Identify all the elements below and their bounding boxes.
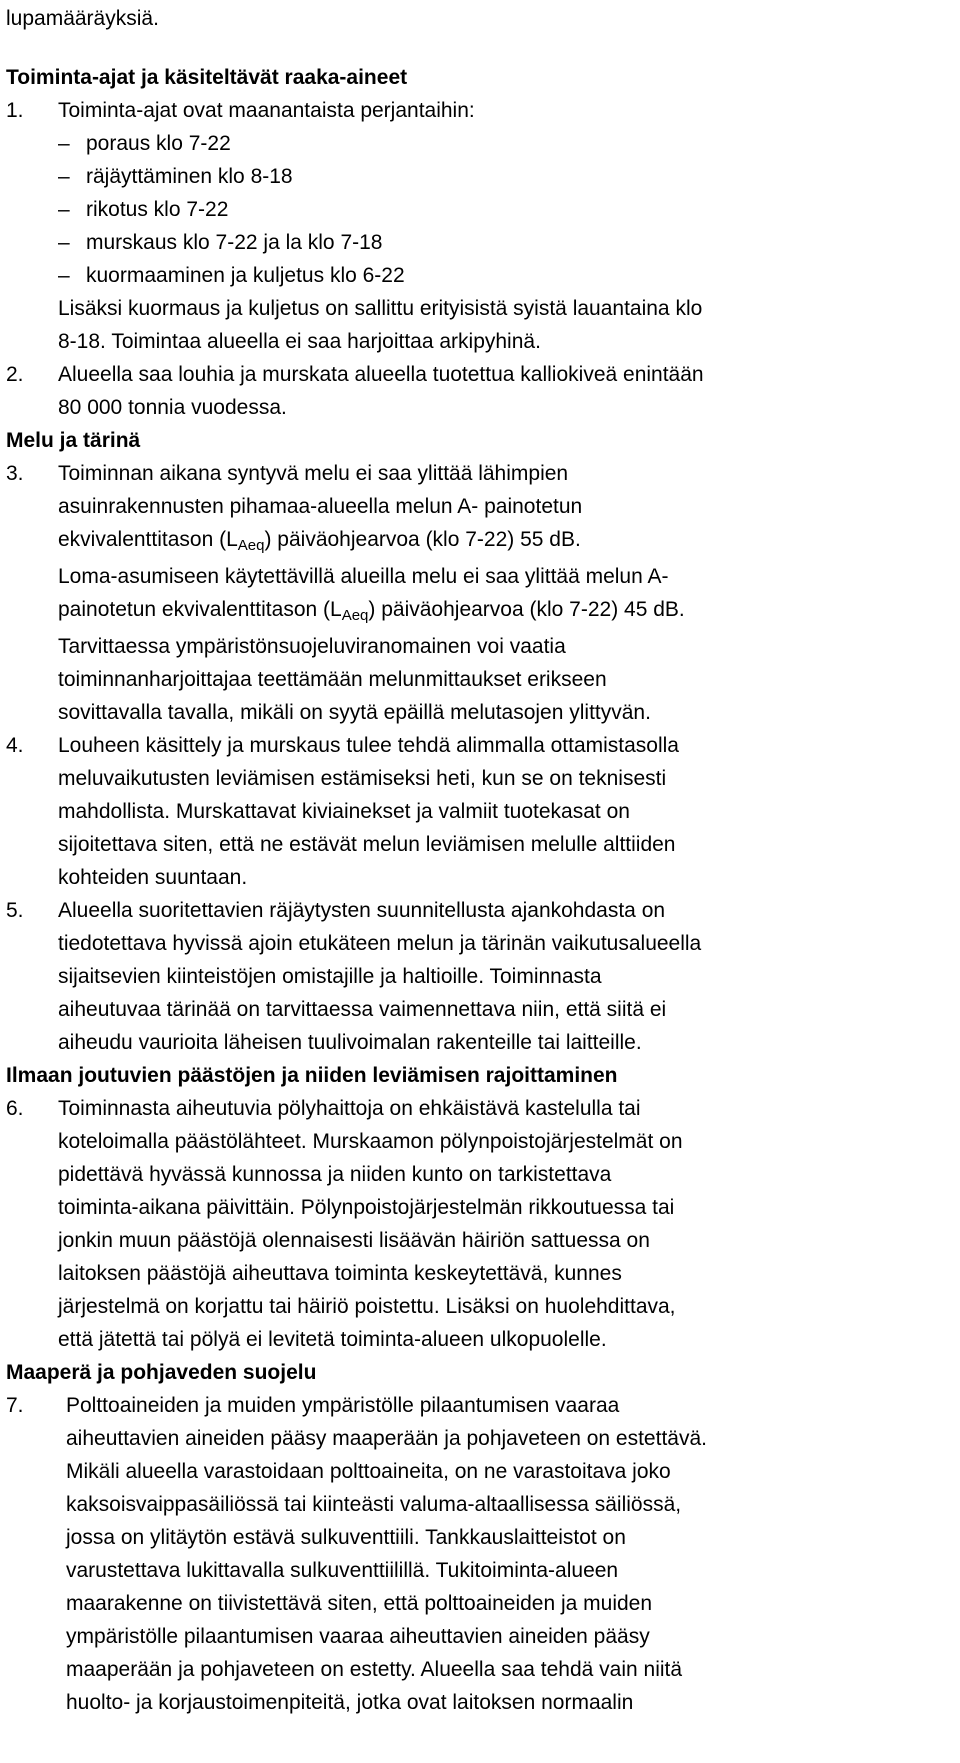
- paragraph-line: pidettävä hyvässä kunnossa ja niiden kunto on tarkistettava: [58, 1163, 612, 1186]
- list-item-7: [6, 1389, 956, 1719]
- paragraph-line: järjestelmä on korjattu tai häiriö poistettu. Lisäksi on huolehdittava,: [58, 1295, 676, 1318]
- paragraph-line: Toiminnasta aiheutuvia pölyhaittoja on ehkäistävä kastelulla tai: [58, 1097, 641, 1120]
- list-item-3: [6, 457, 956, 729]
- paragraph-line: sijaitsevien kiinteistöjen omistajille ja haltioille. Toiminnasta: [58, 965, 602, 988]
- paragraph-line: ympäristölle pilaantumisen vaaraa aiheuttavien aineiden pääsy: [66, 1625, 650, 1648]
- paragraph-line: maarakenne on tiivistettävä siten, että polttoaineiden ja muiden: [66, 1592, 653, 1615]
- paragraph-line: Tarvittaessa ympäristönsuojeluviranomainen voi vaatia: [58, 635, 566, 658]
- list-item-5: [6, 894, 956, 1059]
- paragraph-line: maaperään ja pohjaveteen on estetty. Alueella saa tehdä vain niitä: [66, 1658, 683, 1681]
- item-number: 7.: [6, 1394, 24, 1417]
- top-line: lupamääräyksiä.: [6, 7, 159, 30]
- dash-icon: –: [58, 132, 70, 155]
- item-number: 6.: [6, 1097, 24, 1120]
- paragraph-line: sijoitettava siten, että ne estävät melun leviämisen melulle alttiiden: [58, 833, 676, 856]
- item-number: 1.: [6, 99, 24, 122]
- paragraph-line: toiminnanharjoittajaa teettämään melunmittaukset erikseen: [58, 668, 607, 691]
- paragraph-line: Louheen käsittely ja murskaus tulee tehdä alimmalla ottamistasolla: [58, 734, 679, 757]
- paragraph-line: asuinrakennusten pihamaa-alueella melun A- painotetun: [58, 495, 583, 518]
- paragraph-line: painotetun ekvivalenttitason $(L_{Aeq})$ päiväohjearvoa (klo 7-22) 45 dB.: [58, 598, 685, 624]
- dash-icon: –: [58, 165, 70, 188]
- paragraph-line: kaksoisvaippasäiliössä tai kiinteästi valuma-altaallisessa säiliössä,: [66, 1493, 682, 1516]
- item-number: 2.: [6, 363, 24, 386]
- paragraph-line: huolto- ja korjaustoimenpiteitä, jotka ovat laitoksen normaalin: [66, 1691, 634, 1714]
- paragraph-line: Alueella saa louhia ja murskata alueella tuotettua kalliokiveä enintään: [58, 363, 704, 386]
- dash-icon: –: [58, 198, 70, 221]
- bullet-item: räjäyttäminen klo 8-18: [86, 165, 293, 188]
- paragraph-line: 8-18. Toimintaa alueella ei saa harjoittaa arkipyhinä.: [58, 330, 541, 353]
- paragraph-line: Alueella suoritettavien räjäytysten suunnitellusta ajankohdasta on: [58, 899, 666, 922]
- paragraph-line: varustettava lukittavalla sulkuventtiilillä. Tukitoiminta-alueen: [66, 1559, 619, 1582]
- paragraph-line: mahdollista. Murskattavat kiviainekset ja valmiit tuotekasat on: [58, 800, 630, 823]
- paragraph-line: toiminta-aikana päivittäin. Pölynpoistojärjestelmän rikkoutuessa tai: [58, 1196, 675, 1219]
- heading-melu-ja-tarina: Melu ja tärinä: [6, 429, 141, 452]
- list-item-2: [6, 358, 956, 424]
- bullet-item: murskaus klo 7-22 ja la klo 7-18: [86, 231, 383, 254]
- paragraph-line: kohteiden suuntaan.: [58, 866, 248, 889]
- paragraph-line: koteloimalla päästölähteet. Murskaamon pölynpoistojärjestelmät on: [58, 1130, 683, 1153]
- paragraph-line: Lisäksi kuormaus ja kuljetus on sallittu erityisistä syistä lauantaina klo: [58, 297, 703, 320]
- list-item-4: [6, 729, 956, 894]
- paragraph-line: Mikäli alueella varastoidaan polttoaineita, on ne varastoitava joko: [66, 1460, 671, 1483]
- heading-ilmaan-joutuvien-paastojen: Ilmaan joutuvien päästöjen ja niiden leviämisen rajoittaminen: [6, 1064, 618, 1087]
- paragraph-line: jonkin muun päästöjä olennaisesti lisäävän häiriön sattuessa on: [58, 1229, 650, 1252]
- list-item-6: [6, 1092, 956, 1356]
- paragraph-line: Toiminnan aikana syntyvä melu ei saa ylittää lähimpien: [58, 462, 569, 485]
- paragraph-line: sovittavalla tavalla, mikäli on syytä epäillä melutasojen ylittyvän.: [58, 701, 651, 724]
- paragraph-line: Loma-asumiseen käytettävillä alueilla melu ei saa ylittää melun A-: [58, 565, 669, 588]
- heading-toiminta-ajat: Toiminta-ajat ja käsiteltävät raaka-aineet: [6, 66, 408, 89]
- list-item-1: [6, 94, 956, 358]
- paragraph-line: että jätettä tai pölyä ei levitetä toiminta-alueen ulkopuolelle.: [58, 1328, 607, 1351]
- bullet-item: rikotus klo 7-22: [86, 198, 229, 221]
- paragraph-line: aiheutuvaa tärinää on tarvittaessa vaimennettava niin, että siitä ei: [58, 998, 667, 1021]
- item-number: 4.: [6, 734, 24, 757]
- paragraph-line: tiedotettava hyvissä ajoin etukäteen melun ja tärinän vaikutusalueella: [58, 932, 702, 955]
- dash-icon: –: [58, 264, 70, 287]
- paragraph-line: ekvivalenttitason $(L_{Aeq})$ päiväohjearvoa (klo 7-22) 55 dB.: [58, 528, 581, 554]
- item-intro: Toiminta-ajat ovat maanantaista perjantaihin:: [58, 99, 475, 122]
- paragraph-line: aiheuttavien aineiden pääsy maaperään ja pohjaveteen on estettävä.: [66, 1427, 707, 1450]
- paragraph-line: Polttoaineiden ja muiden ympäristölle pilaantumisen vaaraa: [66, 1394, 620, 1417]
- heading-maapera-ja-pohjavesi: Maaperä ja pohjaveden suojelu: [6, 1361, 317, 1384]
- paragraph-line: laitoksen päästöjä aiheuttava toiminta keskeytettävä, kunnes: [58, 1262, 622, 1285]
- item-number: 5.: [6, 899, 24, 922]
- paragraph-line: jossa on ylitäytön estävä sulkuventtiili. Tankkauslaitteistot on: [66, 1526, 626, 1549]
- paragraph-line: 80 000 tonnia vuodessa.: [58, 396, 287, 419]
- bullet-item: poraus klo 7-22: [86, 132, 231, 155]
- paragraph-line: meluvaikutusten leviämisen estämiseksi heti, kun se on teknisesti: [58, 767, 667, 790]
- item-number: 3.: [6, 462, 24, 485]
- bullet-item: kuormaaminen ja kuljetus klo 6-22: [86, 264, 405, 287]
- document-page: [6, 0, 956, 1719]
- dash-icon: –: [58, 231, 70, 254]
- paragraph-line: aiheudu vaurioita läheisen tuulivoimalan rakenteille tai laitteille.: [58, 1031, 642, 1054]
